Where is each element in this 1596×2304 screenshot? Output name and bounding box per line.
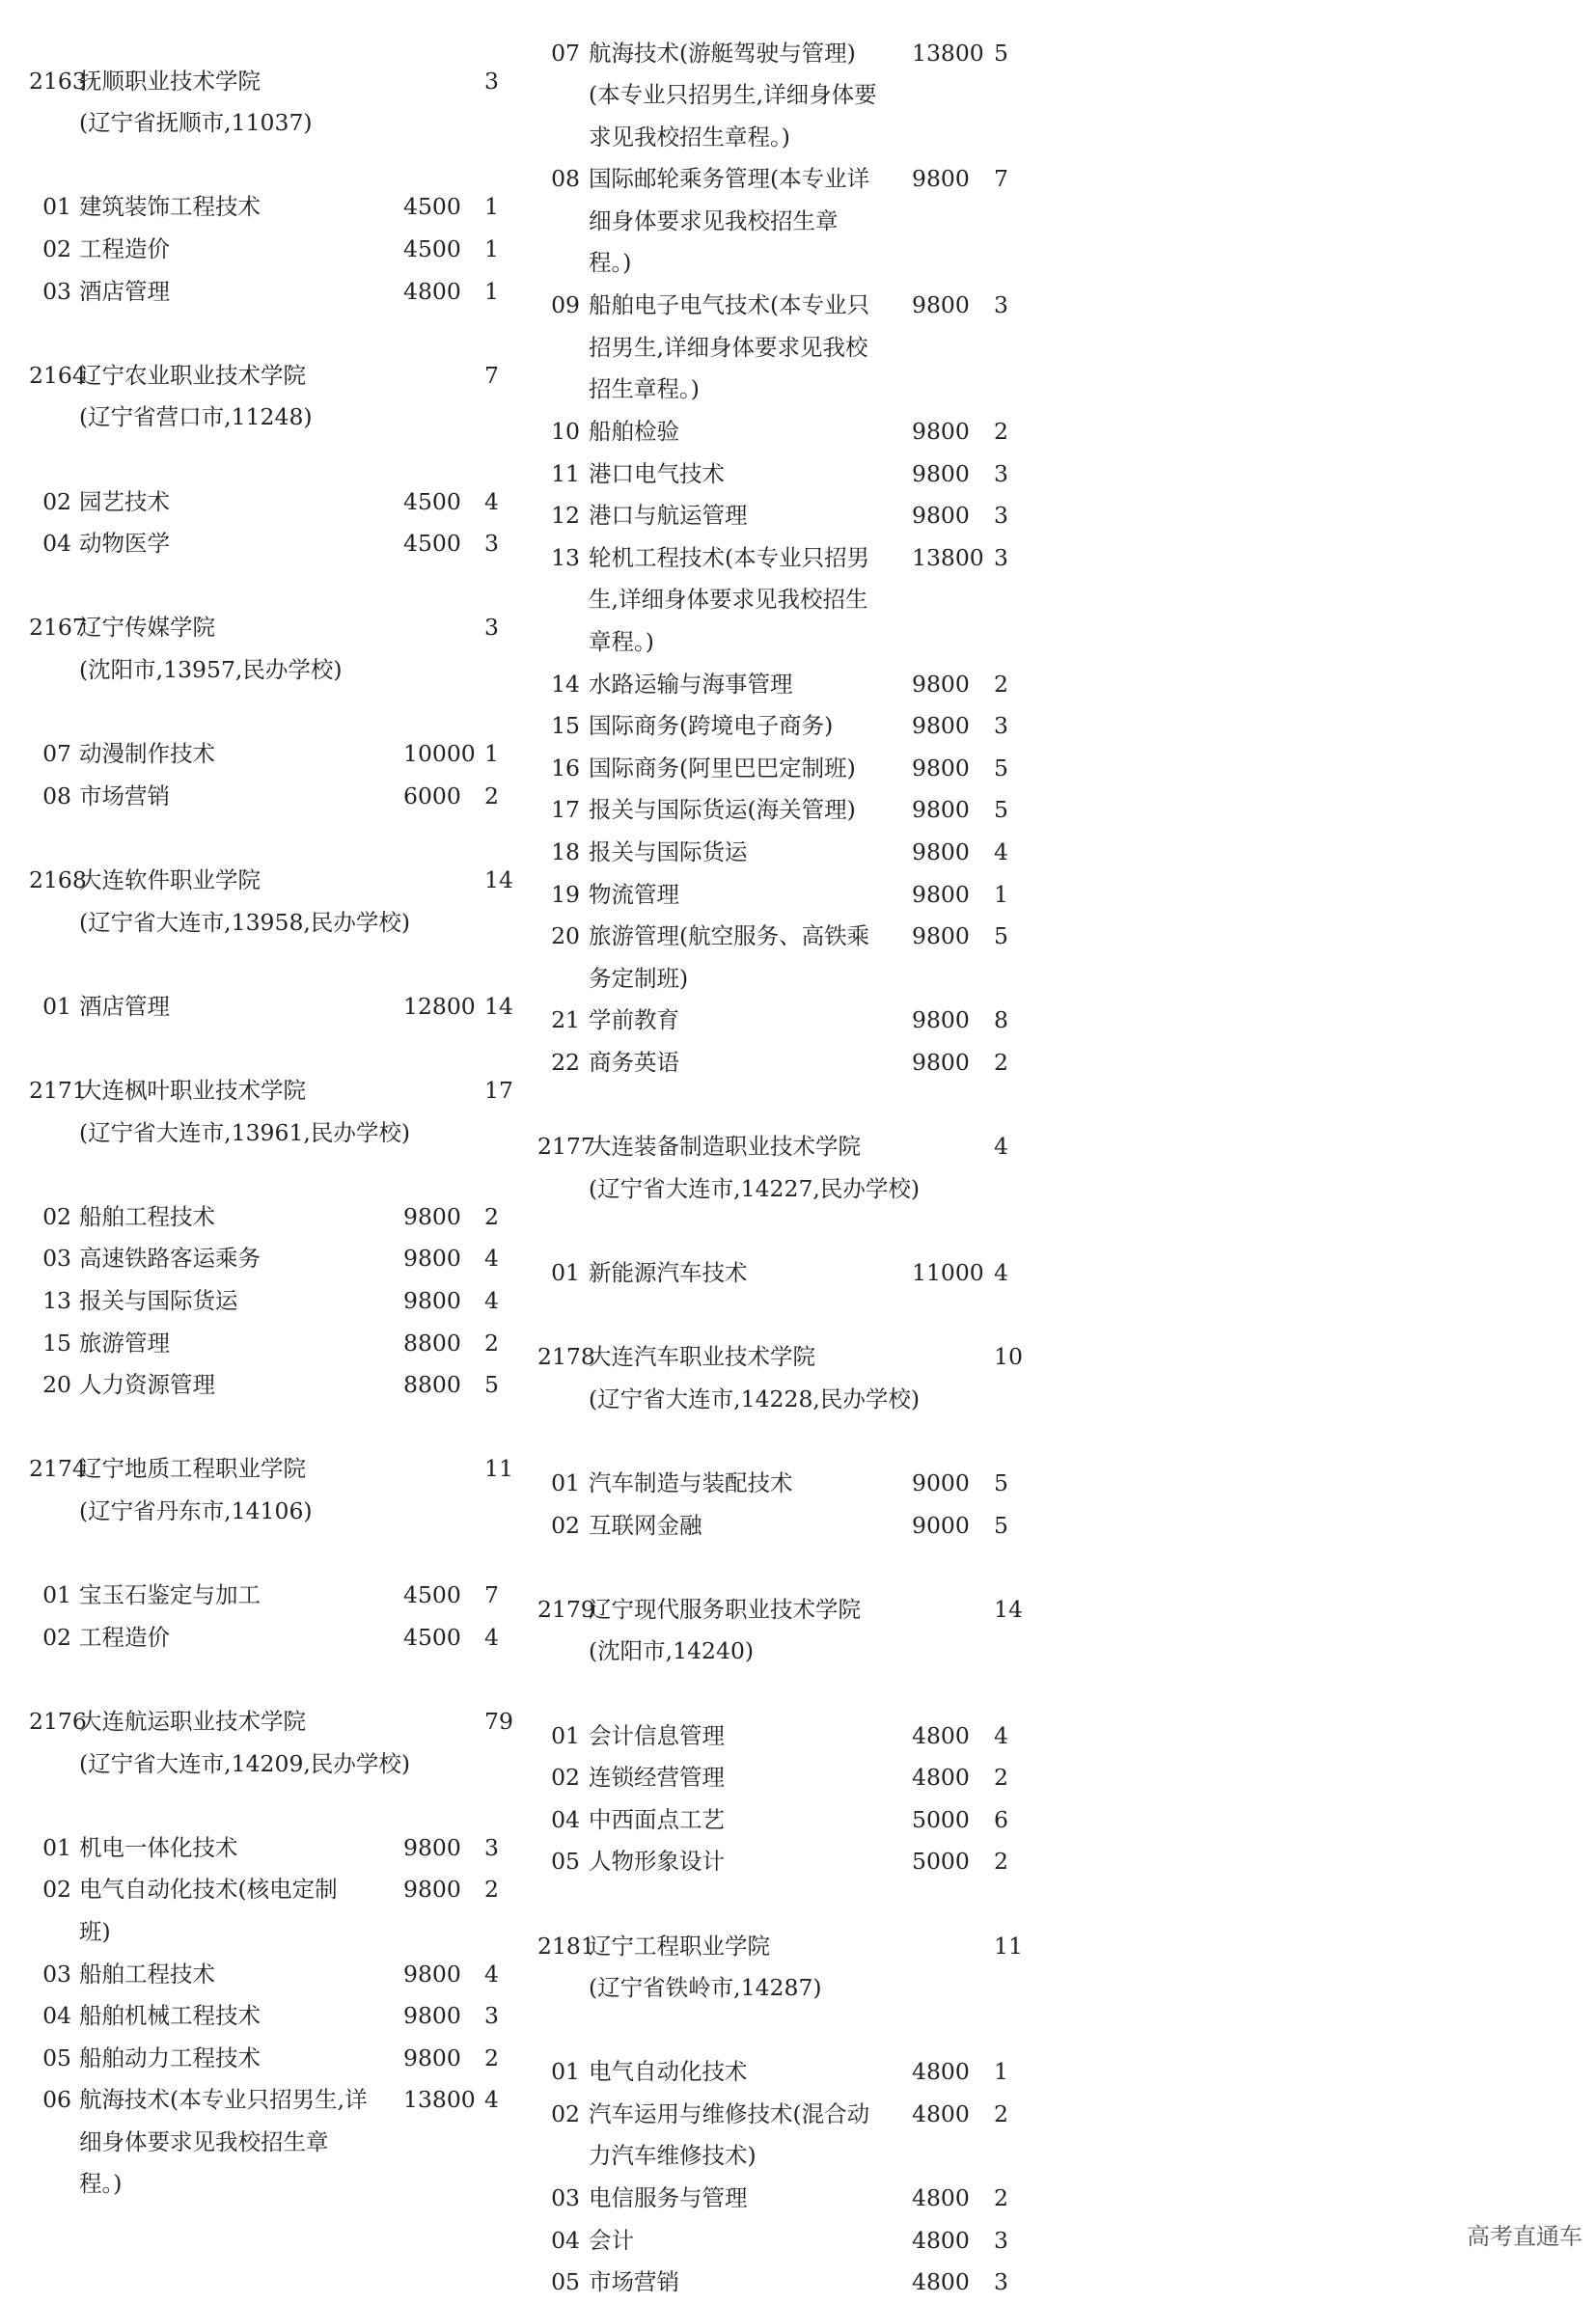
major-name: 会计信息管理	[589, 1721, 725, 1749]
major-count: 4	[484, 1960, 499, 1988]
major-name: 国际商务(跨境电子商务)	[589, 712, 834, 740]
major-name: 机电一体化技术	[79, 1833, 238, 1861]
major-name: 汽车运用与维修技术(混合动力汽车维修技术)	[589, 2099, 870, 2170]
major-code: 13	[551, 543, 580, 571]
major-name: 船舶工程技术	[79, 1960, 215, 1988]
university-code: 2171	[29, 1076, 87, 1104]
major-name: 人物形象设计	[589, 1848, 725, 1876]
major-fee: 9800	[403, 1245, 461, 1273]
major-fee: 4800	[403, 277, 461, 305]
major-count: 1	[994, 2058, 1008, 2086]
major-count: 2	[994, 1848, 1008, 1876]
major-count: 3	[994, 502, 1008, 530]
major-code: 02	[42, 1202, 71, 1230]
major-name: 船舶电子电气技术(本专业只招男生,详细身体要求见我校招生章程。)	[589, 291, 870, 403]
major-count: 2	[994, 670, 1008, 698]
university-name: 辽宁工程职业学院	[589, 1932, 770, 1960]
major-count: 4	[484, 1245, 499, 1273]
major-fee: 9800	[912, 712, 970, 740]
major-count: 4	[484, 1623, 499, 1651]
location-text: (沈阳市,14240)	[589, 1637, 755, 1665]
university-code: 2177	[537, 1133, 595, 1161]
major-fee: 9800	[403, 1960, 461, 1988]
location-text: (辽宁省抚顺市,11037)	[79, 109, 313, 137]
university-total: 17	[484, 1076, 513, 1104]
major-fee: 9800	[912, 1048, 970, 1076]
university-total: 7	[484, 361, 499, 389]
university-header	[0, 1589, 1596, 1632]
major-code: 22	[551, 1048, 580, 1076]
major-code: 02	[42, 1876, 71, 1904]
major-count: 4	[994, 837, 1008, 865]
major-code: 05	[551, 2268, 580, 2296]
major-fee: 5000	[912, 1805, 970, 1833]
university-name: 大连航运职业技术学院	[79, 1707, 306, 1735]
major-count: 1	[484, 193, 499, 221]
major-fee: 4500	[403, 530, 461, 558]
major-name: 物流管理	[589, 880, 679, 908]
major-name: 船舶动力工程技术	[79, 2043, 261, 2071]
major-fee: 9800	[403, 2002, 461, 2030]
major-count: 1	[484, 277, 499, 305]
major-fee: 9800	[403, 1876, 461, 1904]
major-fee: 4800	[912, 2058, 970, 2086]
major-fee: 12800	[403, 992, 476, 1020]
major-fee: 10000	[403, 740, 476, 768]
major-count: 3	[994, 459, 1008, 487]
university-code: 2168	[29, 865, 87, 893]
major-name: 连锁经营管理	[589, 1764, 725, 1792]
university-total: 4	[994, 1133, 1008, 1161]
major-code: 11	[551, 459, 580, 487]
major-fee: 4800	[912, 1721, 970, 1749]
university-name: 辽宁地质工程职业学院	[79, 1455, 306, 1483]
major-name: 报关与国际货运(海关管理)	[589, 796, 856, 824]
major-fee: 5000	[912, 1848, 970, 1876]
university-total: 79	[484, 1707, 513, 1735]
major-name: 园艺技术	[79, 487, 170, 515]
major-code: 12	[551, 502, 580, 530]
major-code: 17	[551, 796, 580, 824]
major-name: 国际商务(阿里巴巴定制班)	[589, 754, 856, 782]
major-fee: 9000	[912, 1468, 970, 1496]
major-count: 2	[484, 2043, 499, 2071]
major-code: 15	[42, 1329, 71, 1357]
university-total: 11	[484, 1455, 513, 1483]
major-name: 航海技术(游艇驾驶与管理)(本专业只招男生,详细身体要求见我校招生章程。)	[589, 39, 877, 151]
major-name: 报关与国际货运	[79, 1286, 238, 1314]
location-text: (沈阳市,13957,民办学校)	[79, 655, 343, 683]
location-text: (辽宁省大连市,14227,民办学校)	[589, 1174, 921, 1202]
major-code: 07	[551, 39, 580, 67]
major-count: 5	[994, 922, 1008, 950]
major-name: 人力资源管理	[79, 1371, 215, 1399]
university-total: 3	[484, 614, 499, 642]
major-code: 03	[42, 277, 71, 305]
university-header	[0, 1926, 1596, 1968]
major-count: 4	[994, 1258, 1008, 1286]
major-fee: 4800	[912, 2099, 970, 2127]
university-total: 14	[484, 865, 513, 893]
major-fee: 9800	[403, 2043, 461, 2071]
major-code: 03	[551, 2184, 580, 2212]
major-fee: 9800	[912, 459, 970, 487]
major-code: 19	[551, 880, 580, 908]
university-name: 大连汽车职业技术学院	[589, 1343, 815, 1371]
major-count: 8	[994, 1006, 1008, 1034]
major-name: 旅游管理	[79, 1329, 170, 1357]
major-name: 电气自动化技术(核电定制班)	[79, 1876, 338, 1945]
major-fee: 6000	[403, 782, 461, 809]
major-fee: 9800	[912, 754, 970, 782]
major-code: 01	[551, 1721, 580, 1749]
university-location	[0, 1379, 1596, 1421]
major-code: 01	[42, 193, 71, 221]
major-count: 2	[484, 1876, 499, 1904]
location-text: (辽宁省丹东市,14106)	[79, 1496, 313, 1524]
major-code: 04	[551, 2226, 580, 2254]
major-fee: 4500	[403, 1623, 461, 1651]
major-count: 4	[484, 2086, 499, 2114]
location-text: (辽宁省大连市,13961,民办学校)	[79, 1118, 411, 1146]
major-code: 05	[42, 2043, 71, 2071]
major-name: 互联网金融	[589, 1511, 702, 1539]
major-fee: 9800	[912, 880, 970, 908]
major-count: 6	[994, 1805, 1008, 1833]
major-count: 2	[994, 2099, 1008, 2127]
major-count: 3	[994, 712, 1008, 740]
university-name: 大连装备制造职业技术学院	[589, 1133, 861, 1161]
major-name: 电信服务与管理	[589, 2184, 748, 2212]
major-code: 09	[551, 291, 580, 319]
major-name: 会计	[589, 2226, 634, 2254]
major-count: 1	[484, 740, 499, 768]
major-name: 旅游管理(航空服务、高铁乘务定制班)	[589, 922, 870, 992]
major-name: 船舶机械工程技术	[79, 2002, 261, 2030]
major-count: 5	[994, 39, 1008, 67]
major-fee: 9800	[912, 502, 970, 530]
university-name: 辽宁现代服务职业技术学院	[589, 1595, 861, 1623]
major-fee: 4800	[912, 2226, 970, 2254]
major-code: 03	[42, 1960, 71, 1988]
major-name: 港口电气技术	[589, 459, 725, 487]
university-name: 辽宁传媒学院	[79, 614, 215, 642]
major-fee: 9800	[912, 291, 970, 319]
major-fee: 11000	[912, 1258, 984, 1286]
major-count: 3	[994, 2226, 1008, 2254]
major-count: 2	[994, 2184, 1008, 2212]
major-name: 工程造价	[79, 1623, 170, 1651]
major-name: 水路运输与海事管理	[589, 670, 793, 698]
major-name: 中西面点工艺	[589, 1805, 725, 1833]
major-count: 2	[484, 782, 499, 809]
location-text: (辽宁省大连市,14228,民办学校)	[589, 1385, 921, 1413]
major-name: 动物医学	[79, 530, 170, 558]
major-count: 4	[994, 1721, 1008, 1749]
major-name: 工程造价	[79, 234, 170, 262]
major-fee: 9800	[912, 670, 970, 698]
major-code: 13	[42, 1286, 71, 1314]
major-code: 01	[551, 1258, 580, 1286]
major-count: 3	[484, 2002, 499, 2030]
major-count: 5	[484, 1371, 499, 1399]
major-name: 市场营销	[79, 782, 170, 809]
major-fee: 9800	[403, 1286, 461, 1314]
major-fee: 9800	[403, 1833, 461, 1861]
major-fee: 9800	[912, 165, 970, 193]
major-code: 20	[551, 922, 580, 950]
major-count: 2	[484, 1202, 499, 1230]
major-code: 08	[42, 782, 71, 809]
major-fee: 4500	[403, 193, 461, 221]
major-name: 国际邮轮乘务管理(本专业详细身体要求见我校招生章程。)	[589, 165, 870, 277]
university-total: 10	[994, 1343, 1023, 1371]
major-name: 酒店管理	[79, 277, 170, 305]
major-fee: 9800	[912, 837, 970, 865]
university-name: 辽宁农业职业技术学院	[79, 361, 306, 389]
major-fee: 4500	[403, 1581, 461, 1609]
major-count: 2	[994, 417, 1008, 445]
major-count: 3	[994, 2268, 1008, 2296]
university-name: 大连枫叶职业技术学院	[79, 1076, 306, 1104]
major-name: 动漫制作技术	[79, 740, 215, 768]
major-count: 3	[484, 530, 499, 558]
major-name: 宝玉石鉴定与加工	[79, 1581, 261, 1609]
major-code: 18	[551, 837, 580, 865]
major-count: 2	[994, 1048, 1008, 1076]
major-code: 01	[551, 2058, 580, 2086]
major-code: 03	[42, 1245, 71, 1273]
major-code: 02	[551, 1511, 580, 1539]
major-fee: 13800	[912, 543, 984, 571]
major-count: 5	[994, 754, 1008, 782]
major-fee: 9800	[912, 922, 970, 950]
major-count: 7	[994, 165, 1008, 193]
major-fee: 13800	[403, 2086, 476, 2114]
major-count: 5	[994, 1468, 1008, 1496]
major-code: 08	[551, 165, 580, 193]
university-name: 抚顺职业技术学院	[79, 67, 261, 95]
major-code: 04	[42, 530, 71, 558]
major-count: 5	[994, 1511, 1008, 1539]
major-code: 04	[42, 2002, 71, 2030]
major-code: 07	[42, 740, 71, 768]
major-name: 新能源汽车技术	[589, 1258, 748, 1286]
major-name: 建筑装饰工程技术	[79, 193, 261, 221]
university-total: 3	[484, 67, 499, 95]
major-fee: 9800	[912, 1006, 970, 1034]
major-count: 2	[994, 1764, 1008, 1792]
major-name: 市场营销	[589, 2268, 679, 2296]
location-text: (辽宁省营口市,11248)	[79, 403, 313, 431]
watermark: 高考直通车	[1467, 2223, 1582, 2250]
major-fee: 9800	[912, 796, 970, 824]
university-code: 2176	[29, 1707, 87, 1735]
major-code: 01	[42, 1833, 71, 1861]
university-code: 2164	[29, 361, 87, 389]
major-fee: 8800	[403, 1371, 461, 1399]
major-name: 船舶检验	[589, 417, 679, 445]
major-fee: 13800	[912, 39, 984, 67]
major-fee: 9800	[403, 1202, 461, 1230]
major-code: 14	[551, 670, 580, 698]
major-code: 01	[551, 1468, 580, 1496]
major-code: 15	[551, 712, 580, 740]
major-count: 5	[994, 796, 1008, 824]
major-name: 电气自动化技术	[589, 2058, 748, 2086]
major-name: 报关与国际货运	[589, 837, 748, 865]
university-code: 2174	[29, 1455, 87, 1483]
university-header	[0, 1126, 1596, 1168]
major-count: 3	[994, 291, 1008, 319]
university-code: 2179	[537, 1595, 595, 1623]
university-total: 14	[994, 1595, 1023, 1623]
university-location	[0, 1631, 1596, 1673]
major-code: 10	[551, 417, 580, 445]
major-count: 4	[484, 487, 499, 515]
major-name: 商务英语	[589, 1048, 679, 1076]
major-fee: 4500	[403, 234, 461, 262]
university-header	[0, 1336, 1596, 1379]
major-count: 2	[484, 1329, 499, 1357]
major-code: 04	[551, 1805, 580, 1833]
major-name: 船舶工程技术	[79, 1202, 215, 1230]
major-fee: 9800	[912, 417, 970, 445]
major-code: 02	[551, 2099, 580, 2127]
major-name: 轮机工程技术(本专业只招男生,详细身体要求见我校招生章程。)	[589, 543, 870, 655]
location-text: (辽宁省大连市,14209,民办学校)	[79, 1749, 411, 1777]
major-name: 高速铁路客运乘务	[79, 1245, 261, 1273]
major-fee: 4800	[912, 2268, 970, 2296]
major-code: 21	[551, 1006, 580, 1034]
location-text: (辽宁省大连市,13958,民办学校)	[79, 908, 411, 936]
major-code: 02	[42, 234, 71, 262]
major-name: 航海技术(本专业只招男生,详细身体要求见我校招生章程。)	[79, 2086, 368, 2198]
major-code: 16	[551, 754, 580, 782]
major-fee: 9000	[912, 1511, 970, 1539]
major-code: 02	[42, 487, 71, 515]
university-code: 2181	[537, 1932, 595, 1960]
major-count: 14	[484, 992, 513, 1020]
university-name: 大连软件职业学院	[79, 865, 261, 893]
university-location	[0, 1168, 1596, 1211]
major-count: 1	[994, 880, 1008, 908]
university-location	[0, 1967, 1596, 2010]
major-count: 7	[484, 1581, 499, 1609]
university-code: 2163	[29, 67, 87, 95]
major-code: 01	[42, 1581, 71, 1609]
major-count: 3	[994, 543, 1008, 571]
major-code: 01	[42, 992, 71, 1020]
major-name: 学前教育	[589, 1006, 679, 1034]
major-code: 05	[551, 1848, 580, 1876]
major-count: 4	[484, 1286, 499, 1314]
major-name: 港口与航运管理	[589, 502, 748, 530]
major-count: 1	[484, 234, 499, 262]
major-fee: 4800	[912, 1764, 970, 1792]
major-count: 3	[484, 1833, 499, 1861]
major-code: 20	[42, 1371, 71, 1399]
major-code: 06	[42, 2086, 71, 2114]
university-code: 2178	[537, 1343, 595, 1371]
university-total: 11	[994, 1932, 1023, 1960]
university-code: 2167	[29, 614, 87, 642]
major-fee: 4800	[912, 2184, 970, 2212]
location-text: (辽宁省铁岭市,14287)	[589, 1974, 822, 2002]
major-code: 02	[551, 1764, 580, 1792]
major-fee: 8800	[403, 1329, 461, 1357]
major-code: 02	[42, 1623, 71, 1651]
major-fee: 4500	[403, 487, 461, 515]
major-name: 酒店管理	[79, 992, 170, 1020]
major-name: 汽车制造与装配技术	[589, 1468, 793, 1496]
